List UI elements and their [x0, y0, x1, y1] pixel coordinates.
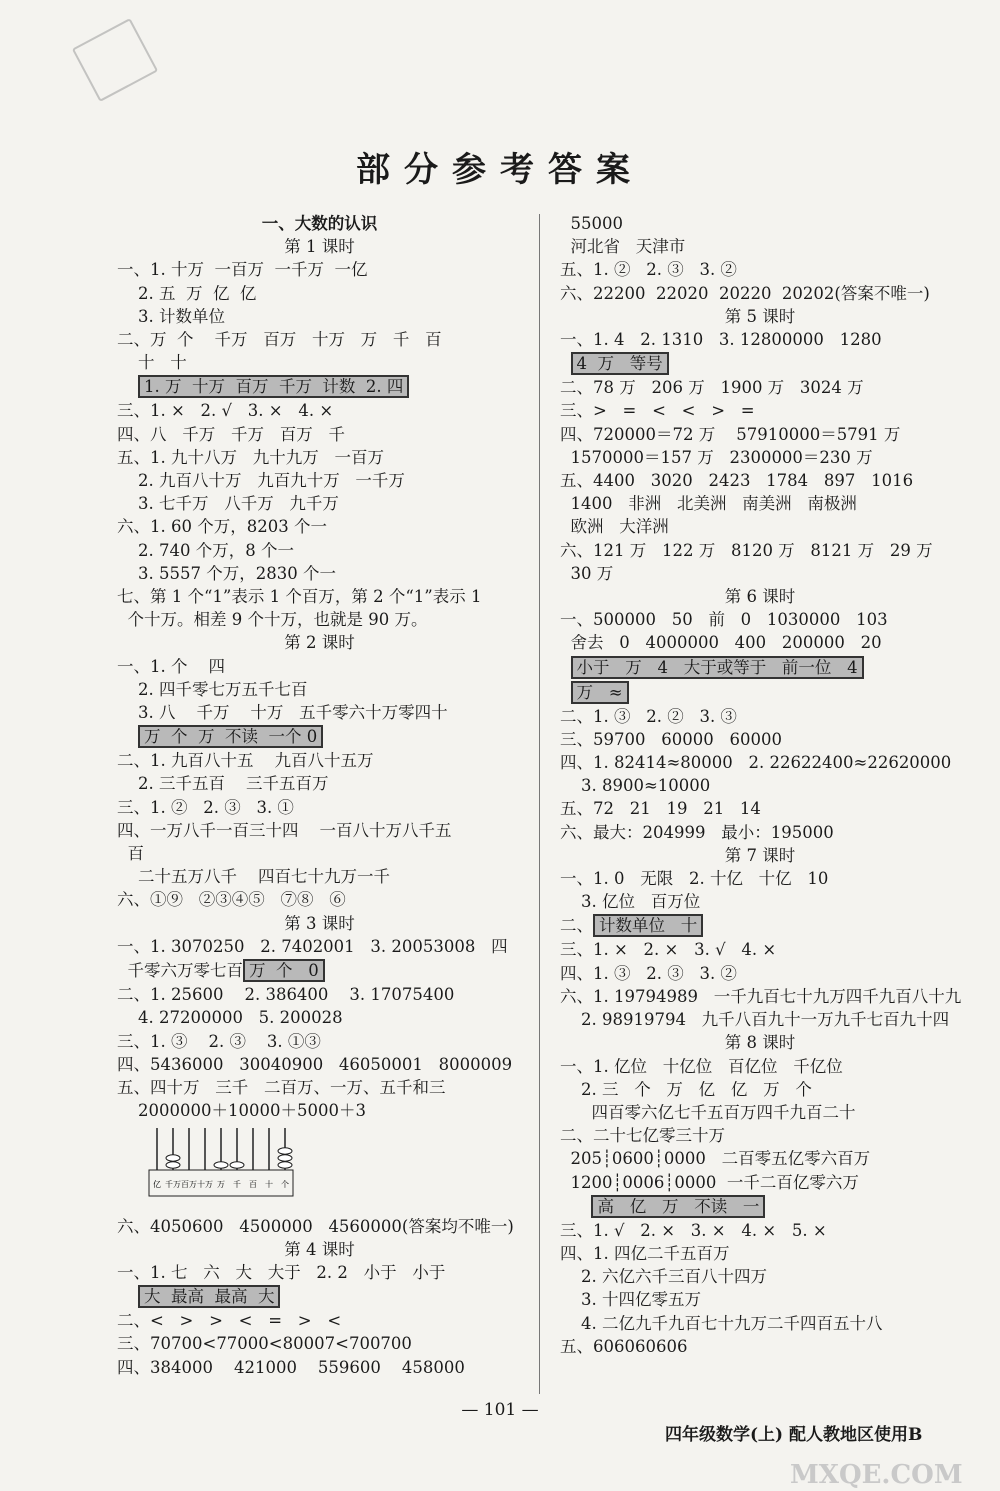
answer-text: 三、70700<77000<80007<700700: [117, 1334, 412, 1354]
answer-text: 3. 5557 个万，2830 个一: [117, 563, 336, 583]
abacus-bead: [166, 1162, 180, 1168]
answer-text: 30 万: [560, 563, 614, 583]
answer-line: [560, 913, 960, 938]
answer-line: [117, 1030, 522, 1053]
answer-line: [117, 749, 522, 772]
answer-line: [560, 728, 960, 751]
highlighted-answer-box: 计数单位 十: [593, 914, 703, 937]
abacus-bead: [278, 1148, 292, 1154]
answer-text: 第 1 课时: [284, 237, 355, 257]
answer-line: [560, 680, 960, 705]
answer-text: 二、1. ③ 2. ② 3. ③: [560, 706, 737, 726]
answer-text: 2. 五 万 亿 亿: [117, 283, 257, 303]
highlighted-answer-box: 高 亿 万 不读 一: [591, 1195, 765, 1218]
answer-line: [560, 938, 960, 961]
highlighted-answer-box: 4 万 等号: [571, 352, 669, 375]
answer-line: [117, 935, 522, 958]
answer-line: [560, 328, 960, 351]
answer-text: 十 十: [117, 353, 187, 373]
answer-text: 五、606060606: [560, 1336, 688, 1356]
abacus-place-label: 个: [281, 1180, 289, 1190]
answer-text: 四、1. 四亿二千五百万: [560, 1243, 730, 1263]
answer-text: 欧洲 大洋洲: [560, 517, 669, 537]
answer-text: 五、4400 3020 2423 1784 897 1016: [560, 471, 914, 491]
answer-text: 55000: [560, 214, 623, 233]
answer-text: 五、1. ② 2. ③ 3. ②: [560, 260, 737, 280]
answer-text: 第 8 课时: [724, 1033, 796, 1053]
abacus-figure: [147, 1124, 297, 1204]
answer-line: [117, 1006, 522, 1029]
answer-text: 1400 非洲 北美洲 南美洲 南极洲: [560, 494, 857, 514]
answer-text: 2. 六亿六千三百八十四万: [560, 1267, 767, 1287]
answer-text: 2. 三千五百 三千五百万: [117, 774, 329, 794]
answer-text: 四、一万八千一百三十四 一百八十万八千五: [117, 820, 452, 840]
answer-line: [560, 423, 960, 446]
answer-line: [560, 539, 960, 562]
answer-text: 2. 九百八十万 九百九十万 一千万: [117, 471, 405, 491]
answer-text: 3. 八 千万 十万 五千零六十万零四十: [117, 703, 448, 723]
answer-text: 四百零六亿七千五百万四千九百二十: [560, 1102, 856, 1122]
answer-text: 河北省 天津市: [560, 237, 686, 257]
answer-line: [117, 562, 522, 585]
answer-line: [560, 631, 960, 654]
answer-text: 四、720000＝72 万 57910000＝5791 万: [560, 424, 901, 444]
abacus-place-label: 亿: [153, 1180, 161, 1190]
answer-text: 四、1. ③ 2. ③ 3. ②: [560, 963, 737, 983]
answer-text: 3. 计数单位: [117, 306, 225, 326]
answer-text: 二十五万八千 四百七十九万一千: [117, 867, 390, 887]
answer-text: 第 2 课时: [284, 633, 355, 653]
answer-text: 一、1. 0 无限 2. 十亿 十亿 10: [560, 869, 829, 889]
highlighted-answer-box: 1. 万 十万 百万 千万 计数 2. 四: [138, 375, 409, 398]
answer-text: 一、1. 4 2. 1310 3. 12800000 1280: [560, 330, 882, 350]
answer-text: 第 5 课时: [724, 306, 796, 326]
answer-line: [117, 958, 522, 983]
answer-line: [117, 1099, 522, 1122]
answer-line: [117, 1356, 522, 1379]
answer-text: 一、1. 亿位 十亿位 百亿位 千亿位: [560, 1056, 843, 1076]
answer-line: [117, 305, 522, 328]
answer-line: [117, 983, 522, 1006]
answer-text: 二、1. 25600 2. 386400 3. 17075400: [117, 985, 455, 1005]
answer-line: [117, 1215, 522, 1238]
answer-line: [117, 282, 522, 305]
answer-line: [117, 796, 522, 819]
answer-line: [117, 865, 522, 888]
answer-text: 一、500000 50 前 0 1030000 103: [560, 610, 888, 630]
abacus-bead: [166, 1155, 180, 1161]
answer-line: [117, 585, 522, 608]
answer-line: [117, 701, 522, 724]
answer-text: 二、1. 九百八十五 九百八十五万: [117, 751, 374, 771]
answer-text: 第 7 课时: [724, 845, 796, 865]
lesson-heading: [117, 631, 522, 654]
answer-line: [560, 655, 960, 680]
answer-line: [560, 1147, 960, 1170]
answer-text: 第 4 课时: [284, 1239, 355, 1259]
abacus-place-label: 千: [233, 1180, 241, 1190]
answer-line: [560, 985, 960, 1008]
answer-text: 三、1. √ 2. × 3. × 4. × 5. ×: [560, 1220, 827, 1240]
answer-line: [560, 235, 960, 258]
answer-text: 三、> = < < > =: [560, 401, 755, 421]
answer-line: [117, 1309, 522, 1332]
abacus-place-label: 千万: [165, 1180, 181, 1190]
answer-text: 五、1. 九十八万 九十九万 一百万: [117, 447, 384, 467]
lesson-heading: [560, 585, 960, 608]
answer-line: [560, 608, 960, 631]
answer-text: 3. 8900≈10000: [560, 776, 711, 796]
answer-line: [117, 423, 522, 446]
answer-text: 第 3 课时: [284, 913, 355, 933]
abacus-place-label: 十万: [197, 1180, 213, 1190]
answer-text: 205┊0600┊0000 二百零五亿零六百万: [560, 1149, 871, 1169]
answer-text: 二、万 个 千万 百万 十万 万 千 百: [117, 330, 442, 350]
lesson-heading: [560, 844, 960, 867]
highlighted-answer-box: 大 最高 最高 大: [138, 1285, 280, 1308]
answer-line: [560, 705, 960, 728]
answer-text: 舍去 0 4000000 400 200000 20: [560, 633, 882, 653]
corner-stamp-mark: [72, 18, 158, 102]
answer-text: 七、第 1 个“1”表示 1 个百万，第 2 个“1”表示 1: [117, 587, 482, 607]
answer-line: [117, 351, 522, 374]
answer-text: 六、①⑨ ②③④⑤ ⑦⑧ ⑥: [117, 890, 346, 910]
answer-text: 四、384000 421000 559600 458000: [117, 1357, 465, 1377]
answer-text: 六、22200 22020 20220 20202(答案不唯一): [560, 283, 930, 303]
answer-text: 1200┊0006┊0000 一千二百亿零六万: [560, 1172, 859, 1192]
answer-text: 个十万。相差 9 个十万，也就是 90 万。: [117, 610, 428, 630]
watermark-logo: MXQE.COM: [790, 1460, 963, 1490]
answer-text: 一、1. 个 四: [117, 656, 225, 676]
answer-text: 一、1. 3070250 2. 7402001 3. 20053008 四: [117, 936, 508, 956]
abacus-place-label: 百: [249, 1180, 257, 1190]
answer-text: 2000000＋10000＋5000＋3: [117, 1101, 366, 1121]
answer-text: 二、78 万 206 万 1900 万 3024 万: [560, 378, 864, 398]
answer-line: [560, 1124, 960, 1147]
answer-line: [117, 446, 522, 469]
answer-text: 第 6 课时: [724, 587, 796, 607]
answer-line: [560, 1265, 960, 1288]
answer-line: [117, 655, 522, 678]
answer-line: [117, 328, 522, 351]
answer-line: [117, 539, 522, 562]
highlighted-answer-box: 万 个 万 不读 一个 0: [138, 725, 323, 748]
answer-text: 三、1. × 2. × 3. √ 4. ×: [560, 940, 777, 960]
answer-line: [560, 1171, 960, 1194]
answer-text: 二、: [560, 916, 593, 936]
answer-line: [560, 890, 960, 913]
answer-line: [117, 888, 522, 911]
answer-text: 五、四十万 三千 二百万、一万、五千和三: [117, 1077, 446, 1097]
abacus-bead: [278, 1155, 292, 1161]
answer-line: [560, 562, 960, 585]
answer-line: [560, 821, 960, 844]
answer-text: 一、1. 七 六 大 大于 2. 2 小于 小于: [117, 1262, 446, 1282]
abacus-place-label: 百万: [181, 1180, 197, 1190]
answer-text: 1570000＝157 万 2300000＝230 万: [560, 447, 873, 467]
lesson-heading: [117, 1238, 522, 1261]
answer-line: [560, 1008, 960, 1031]
answer-text: 五、72 21 19 21 14: [560, 799, 761, 819]
abacus-place-label: 十: [265, 1180, 273, 1190]
answer-line: [560, 867, 960, 890]
answer-line: [117, 842, 522, 865]
answer-line: [560, 1242, 960, 1265]
lesson-heading: [560, 1031, 960, 1054]
answer-line: [560, 1101, 960, 1124]
answer-line: [117, 819, 522, 842]
answer-line: [560, 1055, 960, 1078]
left-answer-column: [117, 212, 522, 1379]
answer-line: [560, 212, 960, 235]
abacus-bead: [278, 1162, 292, 1168]
answer-text: 4. 27200000 5. 200028: [117, 1008, 343, 1028]
answer-text: 六、1. 19794989 一千九百七十九万四千九百八十九: [560, 986, 962, 1006]
answer-line: [560, 751, 960, 774]
answer-text: 六、1. 60 个万，8203 个一: [117, 517, 327, 537]
answer-text: 千零六万零七百: [117, 961, 243, 981]
right-answer-column: [560, 212, 960, 1358]
lesson-heading: [117, 912, 522, 935]
answer-text: 三、1. ② 2. ③ 3. ①: [117, 797, 294, 817]
answer-line: [560, 1312, 960, 1335]
lesson-heading: [560, 305, 960, 328]
answer-line: [117, 515, 522, 538]
answer-line: [560, 446, 960, 469]
answer-text: 一、1. 十万 一百万 一千万 一亿: [117, 260, 368, 280]
abacus-bead: [230, 1162, 244, 1168]
answer-line: [117, 374, 522, 399]
answer-line: [117, 258, 522, 281]
answer-line: [560, 774, 960, 797]
answer-text: 2. 四千零七万五千七百: [117, 679, 308, 699]
answer-line: [560, 515, 960, 538]
answer-line: [117, 1053, 522, 1076]
answer-text: 二、二十七亿零三十万: [560, 1126, 725, 1146]
answer-line: [117, 724, 522, 749]
answer-line: [117, 1261, 522, 1284]
answer-text: 3. 七千万 八千万 九千万: [117, 494, 339, 514]
answer-text: 2. 740 个万，8 个一: [117, 540, 294, 560]
answer-text: 4. 二亿九千九百七十九万二千四百五十八: [560, 1313, 883, 1333]
answer-line: [560, 1078, 960, 1101]
answer-line: [117, 678, 522, 701]
book-footer-label: 四年级数学(上) 配人教地区使用B: [665, 1425, 923, 1445]
answer-text: 3. 亿位 百万位: [560, 892, 701, 912]
answer-line: [117, 469, 522, 492]
answer-text: 六、4050600 4500000 4560000(答案均不唯一): [117, 1216, 514, 1236]
answer-line: [560, 282, 960, 305]
answer-line: [560, 1335, 960, 1358]
answer-line: [560, 258, 960, 281]
answer-line: [560, 376, 960, 399]
answer-line: [560, 962, 960, 985]
answer-line: [117, 492, 522, 515]
lesson-heading: [117, 212, 522, 235]
highlighted-answer-box: 小于 万 4 大于或等于 前一位 4: [571, 656, 864, 679]
lesson-heading: [117, 235, 522, 258]
answer-line: [560, 469, 960, 492]
answer-text: 三、1. ③ 2. ③ 3. ①③: [117, 1031, 321, 1051]
answer-text: 六、最大：204999 最小：195000: [560, 822, 834, 842]
answer-text: 一、大数的认识: [261, 214, 378, 233]
answer-line: [117, 1332, 522, 1355]
answer-line: [560, 399, 960, 422]
answer-line: [560, 492, 960, 515]
abacus-bead: [214, 1162, 228, 1168]
answer-text: 六、121 万 122 万 8120 万 8121 万 29 万: [560, 540, 933, 560]
answer-text: 三、1. × 2. √ 3. × 4. ×: [117, 401, 334, 421]
answer-text: 2. 三 个 万 亿 亿 万 个: [560, 1079, 812, 1099]
answer-line: [117, 399, 522, 422]
answer-line: [117, 1076, 522, 1099]
answer-line: [560, 1219, 960, 1242]
answer-line: [560, 1194, 960, 1219]
answer-line: [117, 608, 522, 631]
answer-text: 二、< > > < = > <: [117, 1311, 342, 1331]
page-title: 部分参考答案: [356, 150, 644, 190]
highlighted-answer-box: 万 个 0: [243, 959, 325, 982]
answer-text: 百: [117, 844, 144, 864]
column-divider: [539, 214, 540, 1394]
page-number: — 101 —: [461, 1400, 539, 1420]
answer-line: [560, 797, 960, 820]
answer-text: 2. 98919794 九千八百九十一万九千七百九十四: [560, 1010, 950, 1030]
answer-text: 四、1. 82414≈80000 2. 22622400≈22620000: [560, 753, 952, 773]
answer-text: 三、59700 60000 60000: [560, 729, 782, 749]
answer-line: [117, 772, 522, 795]
answer-line: [560, 351, 960, 376]
abacus-place-label: 万: [217, 1180, 225, 1190]
answer-line: [117, 1284, 522, 1309]
answer-line: [560, 1288, 960, 1311]
answer-text: 四、5436000 30040900 46050001 8000009: [117, 1054, 513, 1074]
answer-text: 四、八 千万 千万 百万 千: [117, 424, 345, 444]
answer-text: 3. 十四亿零五万: [560, 1290, 701, 1310]
highlighted-answer-box: 万 ≈: [571, 681, 629, 704]
